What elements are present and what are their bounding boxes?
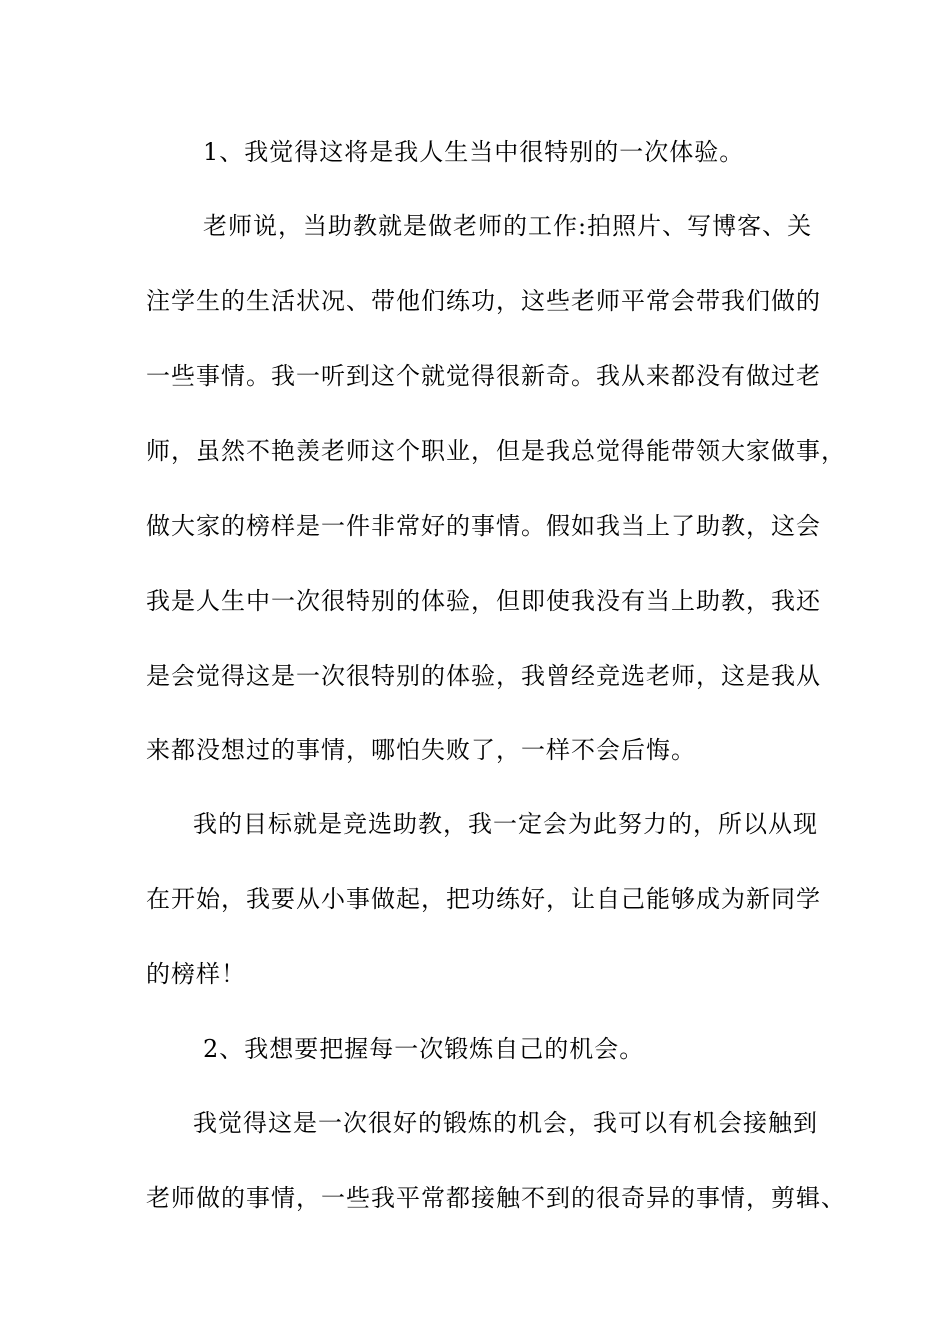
text-line-2: 老师说，当助教就是做老师的工作:拍照片、写博客、关 xyxy=(203,212,813,240)
text-line-11: 在开始，我要从小事做起，把功练好，让自己能够成为新同学 xyxy=(146,885,821,913)
text-line-7: 我是人生中一次很特别的体验，但即使我没有当上助教，我还 xyxy=(146,587,821,615)
text-line-4: 一些事情。我一听到这个就觉得很新奇。我从来都没有做过老 xyxy=(146,362,821,390)
text-line-12: 的榜样！ xyxy=(146,960,246,988)
text-line-14: 我觉得这是一次很好的锻炼的机会，我可以有机会接触到 xyxy=(193,1109,818,1137)
text-line-8: 是会觉得这是一次很特别的体验，我曾经竞选老师，这是我从 xyxy=(146,662,821,690)
text-line-15: 老师做的事情，一些我平常都接触不到的很奇异的事情，剪辑、 xyxy=(146,1184,846,1212)
text-line-10: 我的目标就是竞选助教，我一定会为此努力的，所以从现 xyxy=(193,810,818,838)
text-line-9: 来都没想过的事情，哪怕失败了，一样不会后悔。 xyxy=(146,736,696,764)
text-line-1: 1、我觉得这将是我人生当中很特别的一次体验。 xyxy=(203,138,745,166)
text-line-13: 2、我想要把握每一次锻炼自己的机会。 xyxy=(203,1035,645,1063)
text-line-5: 师，虽然不艳羡老师这个职业，但是我总觉得能带领大家做事， xyxy=(146,437,846,465)
text-line-6: 做大家的榜样是一件非常好的事情。假如我当上了助教，这会 xyxy=(146,512,821,540)
text-line-3: 注学生的生活状况、带他们练功，这些老师平常会带我们做的 xyxy=(146,287,821,315)
